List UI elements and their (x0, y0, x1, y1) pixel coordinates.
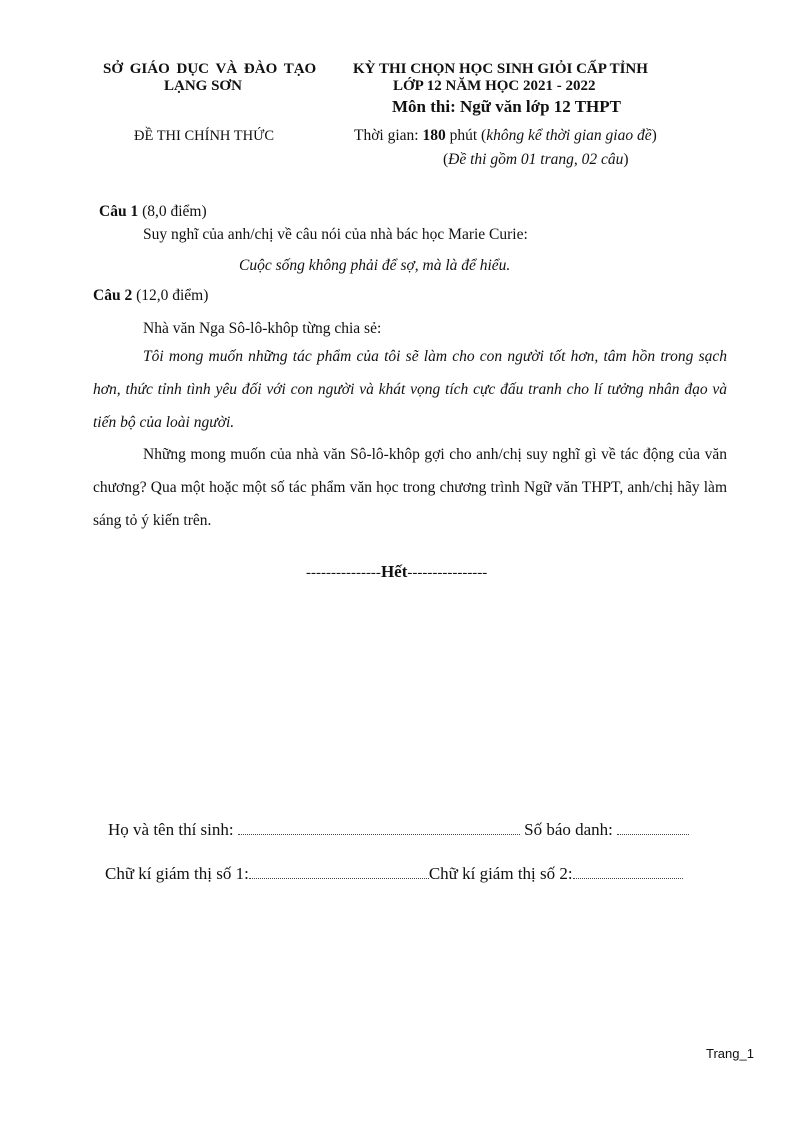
candidate-name-label: Họ và tên thí sinh: (108, 820, 234, 839)
exam-title: KỲ THI CHỌN HỌC SINH GIỎI CẤP TỈNH (353, 61, 648, 77)
end-left-dashes: --------------- (306, 565, 381, 581)
end-of-exam-mark (306, 562, 487, 582)
exam-school-year: LỚP 12 NĂM HỌC 2021 - 2022 (393, 78, 596, 94)
province-name: LẠNG SƠN (164, 78, 242, 94)
question-2-task: Những mong muốn của nhà văn Sô-lô-khôp gợi cho anh/chị suy nghĩ gì về tác động của văn chương? Qua một hoặc một số tác phẩm văn học trong chương trình Ngữ văn THPT, anh/chị hãy làm sáng tỏ ý kiến trên. (93, 446, 727, 529)
time-close: ) (651, 127, 657, 144)
exam-time (354, 127, 657, 145)
question-2-heading (93, 287, 208, 305)
proctor-signature-row (105, 864, 683, 884)
pages-note: Đề thi gồm 01 trang, 02 câu (448, 151, 624, 168)
question-1-heading (99, 203, 207, 221)
question-2-quote: Tôi mong muốn những tác phẩm của tôi sẽ làm cho con người tốt hơn, tâm hồn trong sạch hơn, thức tỉnh tình yêu đối với con người và khát vọng tích cực đấu tranh cho lí tưởng nhân đạo và tiến bộ của loài người. (93, 348, 727, 431)
question-1-prompt: Suy nghĩ của anh/chị về câu nói của nhà bác học Marie Curie: (143, 226, 528, 243)
question-1-quote: Cuộc sống không phải để sợ, mà là để hiểu. (239, 257, 511, 274)
time-unit: phút ( (445, 127, 487, 144)
exam-pages-note (443, 151, 629, 169)
exam-subject: Môn thi: Ngữ văn lớp 12 THPT (392, 97, 622, 116)
proctor-2-signature-label: Chữ kí giám thị số 2: (428, 864, 573, 883)
candidate-name-row (108, 820, 689, 840)
question-2-label: Câu 2 (93, 287, 133, 304)
department-name: SỞ GIÁO DỤC VÀ ĐÀO TẠO (103, 61, 317, 77)
candidate-name-blank[interactable] (238, 833, 520, 835)
time-prefix: Thời gian: (354, 127, 423, 144)
proctor-1-signature-blank[interactable] (249, 877, 429, 879)
question-1-label: Câu 1 (99, 203, 139, 220)
end-right-dashes: ---------------- (407, 565, 488, 581)
end-word: Hết (380, 562, 408, 581)
official-exam-label: ĐỀ THI CHÍNH THỨC (134, 128, 275, 144)
time-note: không kể thời gian giao đề (486, 127, 652, 144)
candidate-id-label: Số báo danh: (524, 820, 613, 839)
pages-open: ( (443, 151, 449, 168)
time-value: 180 (422, 127, 446, 144)
pages-close: ) (623, 151, 629, 168)
proctor-1-signature-label: Chữ kí giám thị số 1: (105, 864, 249, 883)
question-2-intro: Nhà văn Nga Sô-lô-khôp từng chia sẻ: (143, 320, 382, 337)
question-1-points: (8,0 điểm) (138, 203, 207, 220)
page-number: Trang_1 (706, 1046, 754, 1061)
question-2-points: (12,0 điểm) (132, 287, 209, 304)
proctor-2-signature-blank[interactable] (573, 877, 683, 879)
candidate-id-blank[interactable] (617, 833, 689, 835)
